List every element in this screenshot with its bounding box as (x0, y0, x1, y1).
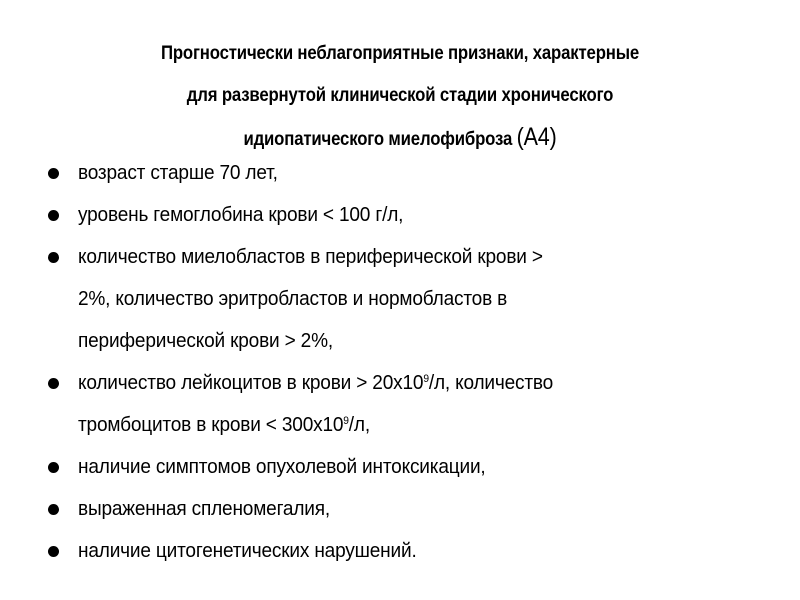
title-line-1: Прогностически неблагоприятные признаки, характерные (160, 42, 640, 64)
list-item-line: уровень гемоглобина крови < 100 г/л, (78, 203, 404, 226)
list-item-line: возраст старше 70 лет, (78, 161, 278, 184)
list-item-line: количество миелобластов в периферической крови > (78, 245, 543, 268)
list-item (46, 446, 776, 488)
leukocytes-text: количество лейкоцитов в крови > 20х10 (78, 371, 424, 394)
platelets-text: тромбоцитов в крови < 300х10 (78, 413, 344, 436)
bullet-icon (48, 378, 59, 389)
list-item-line: наличие цитогенетических нарушений. (78, 539, 417, 562)
title-line-3-text: идиопатического миелофиброза (243, 128, 513, 150)
bullet-icon (48, 462, 59, 473)
bullet-icon (48, 210, 59, 221)
list-item-line (78, 404, 727, 446)
list-item-line: периферической крови > 2%, (78, 329, 333, 352)
list-item (46, 362, 776, 446)
bullet-icon (48, 546, 59, 557)
list-item-line: наличие симптомов опухолевой интоксикации, (78, 455, 486, 478)
platelets-exponent: 9 (343, 415, 349, 427)
list-item-text (78, 446, 727, 488)
list-item (46, 194, 776, 236)
list-item-text (78, 362, 727, 446)
leukocytes-exponent: 9 (423, 373, 429, 385)
bullet-icon (48, 168, 59, 179)
bullet-icon (48, 504, 59, 515)
slide-title (82, 32, 718, 160)
bullet-icon (48, 252, 59, 263)
list-item-line: 2%, количество эритробластов и нормобластов в (78, 287, 508, 310)
list-item (46, 152, 776, 194)
list-item (46, 236, 776, 362)
title-code: (А4) (516, 123, 557, 151)
list-item (46, 488, 776, 530)
list-item-text (78, 194, 727, 236)
list-item-text (78, 236, 727, 362)
leukocytes-unit-text: /л, количество (428, 371, 554, 394)
title-line-2: для развернутой клинической стадии хронического (186, 84, 614, 106)
criteria-list (46, 152, 776, 572)
list-item-line (78, 362, 727, 404)
list-item (46, 530, 776, 572)
list-item-text (78, 530, 727, 572)
list-item-text (78, 488, 727, 530)
platelets-unit-text: /л, (348, 413, 370, 436)
list-item-line: выраженная спленомегалия, (78, 497, 330, 520)
list-item-text (78, 152, 727, 194)
